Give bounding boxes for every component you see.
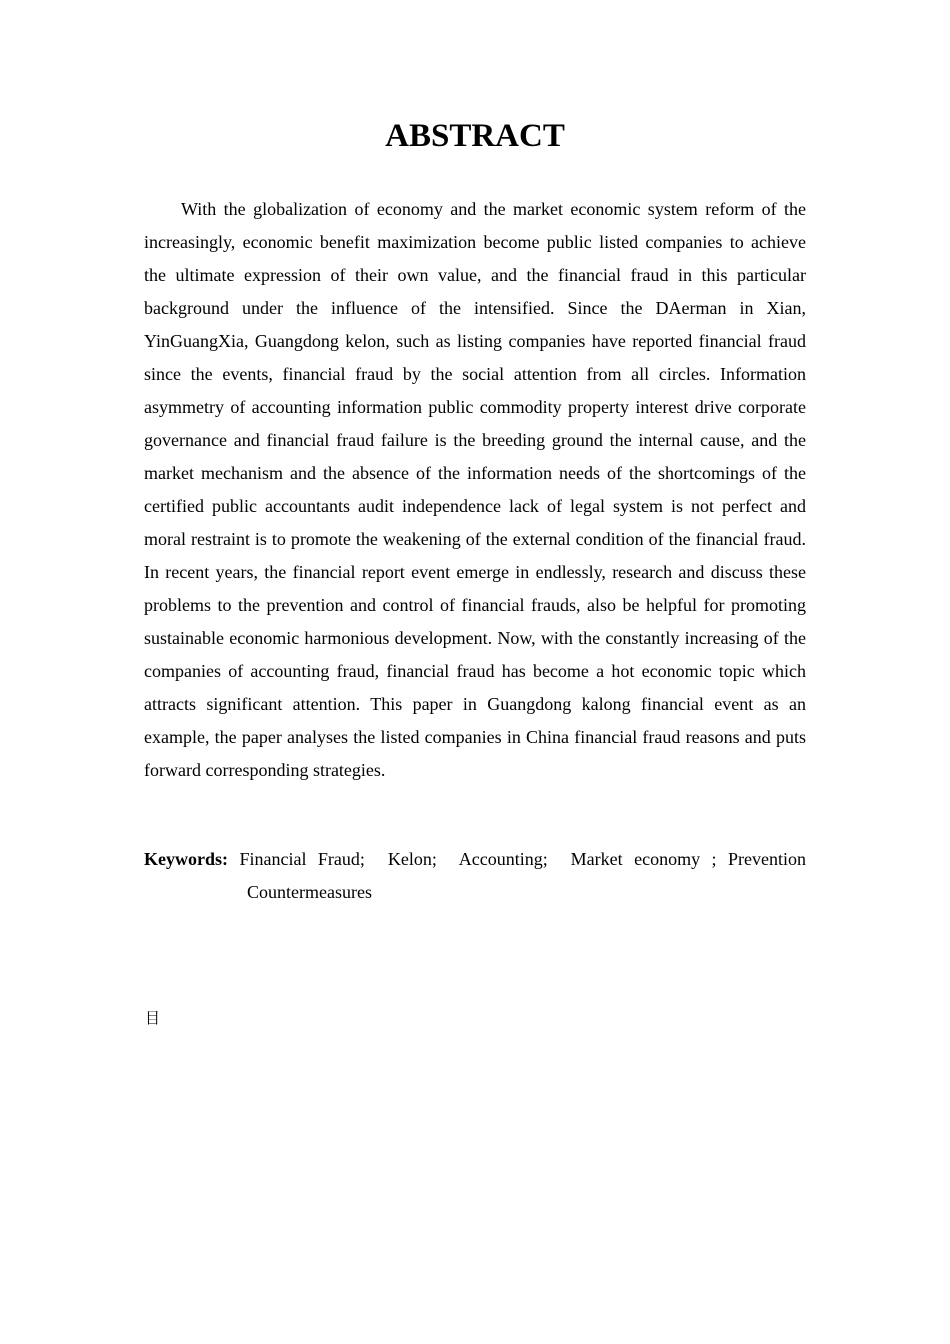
keywords-value: Financial Fraud; Kelon; Accounting; Market economy ; Prevention Countermeasures <box>239 849 806 902</box>
abstract-title: ABSTRACT <box>385 118 565 154</box>
keywords-label: Keywords: <box>144 849 228 869</box>
keywords-line <box>144 843 806 909</box>
abstract-body: With the globalization of economy and the market economic system reform of the increasingly, economic benefit maximization become public listed companies to achieve the ultimate expression of their own value, and the financial fraud in this particular background under the influence of the intensified. Since the DAerman in Xian, YinGuangXia, Guangdong kelon, such as listing companies have reported financial fraud since the events, financial fraud by the social attention from all circles. Information asymmetry of accounting information public commodity property interest drive corporate governance and financial fraud failure is the breeding ground the internal cause, and the market mechanism and the absence of the information needs of the shortcomings of the certified public accountants audit independence lack of legal system is not perfect and moral restraint is to promote the weakening of the external condition of the financial fraud. In recent years, the financial report event emerge in endlessly, research and discuss these problems to the prevention and control of financial frauds, also be helpful for promoting sustainable economic harmonious development. Now, with the constantly increasing of the companies of accounting fraud, financial fraud has become a hot economic topic which attracts significant attention. This paper in Guangdong kalong financial event as an example, the paper analyses the listed companies in China financial fraud reasons and puts forward corresponding strategies. <box>144 199 806 780</box>
toc-heading-fragment: 目 <box>145 1009 161 1027</box>
